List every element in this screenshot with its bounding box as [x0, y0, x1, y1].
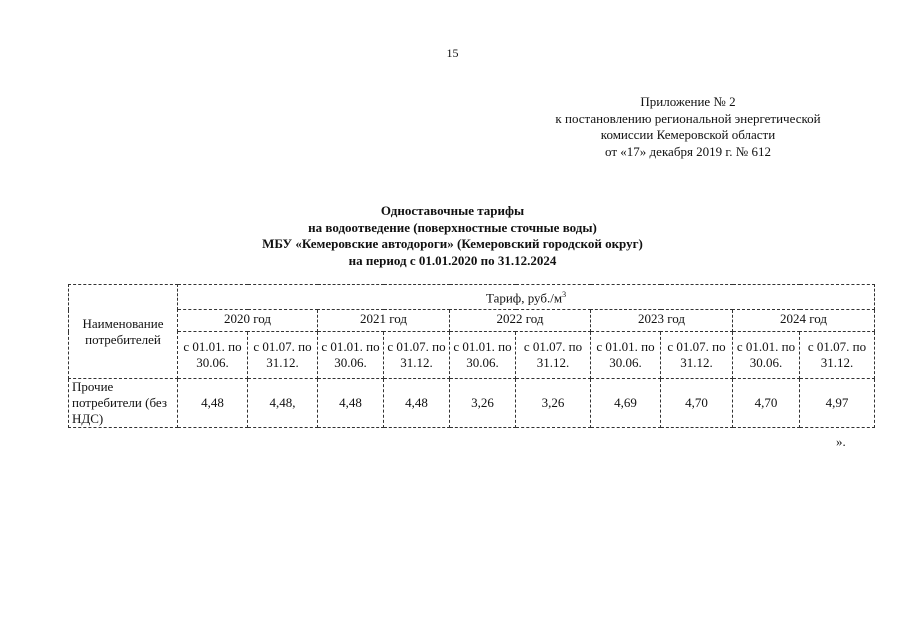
title-line-1: Одноставочные тарифы — [380, 203, 525, 218]
tariff-table — [68, 284, 875, 428]
period-header: с 01.07. по 31.12. — [248, 332, 318, 379]
title-line-3: МБУ «Кемеровские автодороги» (Кемеровский городской округ) — [262, 236, 643, 251]
period-header: с 01.01. по 30.06. — [591, 332, 661, 379]
year-header: 2021 год — [318, 310, 450, 332]
consumer-name-header: Наименование потребителей — [69, 285, 178, 379]
tariff-value-cell: 4,97 — [800, 379, 875, 428]
period-header: с 01.01. по 30.06. — [178, 332, 248, 379]
period-header: с 01.07. по 31.12. — [384, 332, 450, 379]
header-row-tariff — [69, 285, 875, 310]
period-header: с 01.01. по 30.06. — [318, 332, 384, 379]
closing-quote-mark: ». — [836, 434, 846, 449]
tariff-value-cell: 4,70 — [733, 379, 800, 428]
appendix-block — [528, 94, 848, 160]
appendix-line-2: к постановлению региональной энергетической — [555, 110, 821, 126]
period-header: с 01.07. по 31.12. — [516, 332, 591, 379]
consumer-name-cell: Прочие потребители (без НДС) — [69, 379, 178, 428]
period-header: с 01.07. по 31.12. — [800, 332, 875, 379]
header-row-years — [69, 310, 875, 332]
year-header: 2022 год — [450, 310, 591, 332]
tariff-value-cell: 4,48 — [318, 379, 384, 428]
appendix-line-4: от «17» декабря 2019 г. № 612 — [605, 143, 771, 159]
tariff-value-cell: 4,69 — [591, 379, 661, 428]
header-row-periods — [69, 332, 875, 379]
title-line-4: на период с 01.01.2020 по 31.12.2024 — [348, 252, 557, 268]
tariff-unit-superscript: 3 — [562, 290, 567, 300]
tariff-value-cell: 3,26 — [516, 379, 591, 428]
tariff-header-label: Тариф, руб./м — [485, 290, 563, 306]
document-title — [150, 203, 755, 269]
page-number: 15 — [446, 46, 459, 60]
period-header: с 01.01. по 30.06. — [733, 332, 800, 379]
tariff-value-cell: 4,48 — [384, 379, 450, 428]
title-line-2: на водоотведение (поверхностные сточные воды) — [308, 219, 597, 235]
tariff-header — [178, 285, 875, 310]
tariff-value-cell: 4,48 — [178, 379, 248, 428]
tariff-value-cell: 4,48, — [248, 379, 318, 428]
year-header: 2020 год — [178, 310, 318, 332]
table-row — [69, 379, 875, 428]
period-header: с 01.01. по 30.06. — [450, 332, 516, 379]
tariff-value-cell: 3,26 — [450, 379, 516, 428]
tariff-value-cell: 4,70 — [661, 379, 733, 428]
period-header: с 01.07. по 31.12. — [661, 332, 733, 379]
year-header: 2023 год — [591, 310, 733, 332]
appendix-line-1: Приложение № 2 — [640, 94, 736, 109]
year-header: 2024 год — [733, 310, 875, 332]
appendix-line-3: комиссии Кемеровской области — [600, 127, 776, 142]
